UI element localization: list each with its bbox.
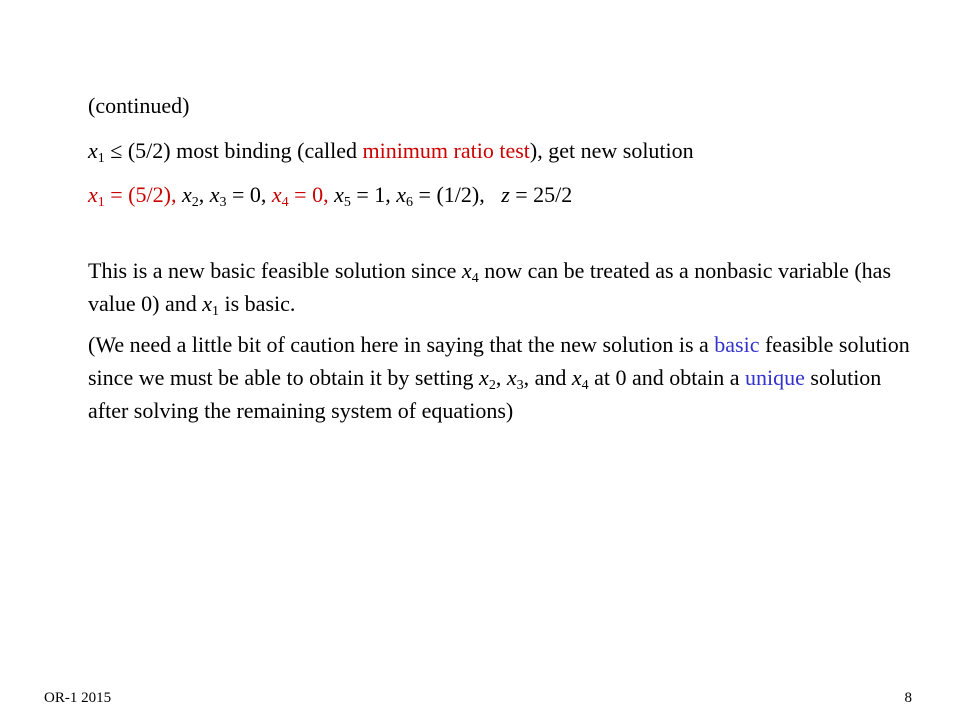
new-solution-line: [88, 182, 573, 210]
variable: x: [571, 365, 582, 390]
continued-label: (continued): [88, 93, 190, 118]
x1-assignment: $x_1 = (5/2)$,: [88, 182, 177, 210]
x2-assignment: $x_2$,: [181, 182, 205, 210]
basic-feasible-paragraph: This is a new basic feasible solution since $x_4$ now can be treated as a nonbasic variable (has value 0) and $x_1$ is basic.: [88, 258, 892, 319]
variable: x: [506, 365, 517, 390]
basic-term: basic: [714, 332, 760, 357]
minimum-ratio-test-term: minimum ratio test: [362, 138, 530, 163]
subscript: 1: [97, 151, 105, 166]
text-run: ≤ (5/2) most binding (called: [104, 138, 363, 163]
x5-assignment: $x_5 = 1$,: [334, 182, 391, 210]
footer-course-label: OR-1 2015: [44, 690, 112, 706]
binding-constraint-line: [88, 138, 694, 166]
x4-assignment: $x_4 = 0$,: [271, 182, 329, 210]
variable: x: [202, 291, 212, 316]
caution-paragraph: (We need a little bit of caution here in saying that the new solution is a basic feasible solution since we must be able to obtain it by setting $x_2$, $x_3$, and $x_4$ at 0 and obtain a unique solution after solving the remaining system of equations): [88, 332, 910, 423]
subscript: 3: [516, 378, 524, 393]
variable: x: [88, 138, 98, 163]
subscript: 2: [488, 378, 496, 393]
variable: x: [461, 258, 472, 283]
objective-value: z = 25/2: [501, 182, 573, 207]
subscript: 1: [212, 304, 219, 319]
subscript: 4: [471, 271, 479, 286]
text-run: ), get new solution: [529, 138, 694, 163]
x3-assignment: $x_3 = 0$,: [209, 182, 267, 210]
unique-term: unique: [745, 365, 805, 390]
page-number: 8: [904, 690, 912, 706]
variable: x: [479, 365, 489, 390]
x6-assignment: $x_6 = (1/2)$,: [396, 182, 485, 210]
subscript: 4: [581, 378, 589, 393]
